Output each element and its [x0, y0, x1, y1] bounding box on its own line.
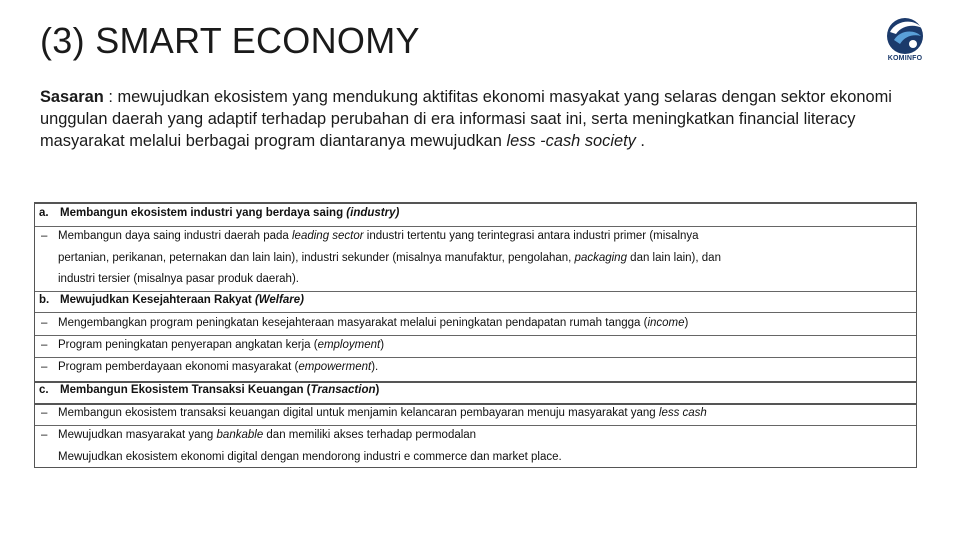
kominfo-logo	[880, 14, 930, 66]
text: ).	[371, 361, 379, 373]
kominfo-logo-icon	[880, 14, 930, 58]
section-c-title-em: Transaction	[310, 384, 376, 396]
intro-emphasis: less -cash society	[506, 132, 636, 150]
section-c-marker: c.	[39, 384, 49, 396]
text: Program peningkatan penyerapan angkatan kerja (	[58, 339, 318, 351]
divider	[35, 312, 916, 313]
intro-text-b: .	[635, 132, 645, 150]
intro-label: Sasaran	[40, 88, 104, 106]
text: Mewujudkan masyarakat yang	[58, 429, 217, 441]
text-em: bankable	[216, 429, 264, 441]
divider	[35, 291, 916, 292]
divider	[35, 335, 916, 336]
section-c-title: Membangun Ekosistem Transaksi Keuangan (	[60, 384, 311, 396]
logo-label: KOMINFO	[887, 55, 923, 62]
dash-bullet: –	[41, 339, 48, 351]
text: )	[380, 339, 385, 351]
text-em: less cash	[658, 407, 707, 419]
text: Program pemberdayaan ekonomi masyarakat (	[58, 361, 299, 373]
section-a-marker: a.	[39, 207, 49, 219]
section-b-title: Mewujudkan Kesejahteraan Rakyat	[60, 294, 255, 306]
divider	[35, 357, 916, 358]
text: Membangun daya saing industri daerah pada	[58, 230, 292, 242]
section-a-title-em: (industry)	[346, 207, 400, 219]
text-em: leading sector	[292, 230, 364, 242]
text: Mengembangkan program peningkatan kesejahteraan masyarakat melalui peningkatan pendapatan rumah tangga (	[58, 317, 648, 329]
text-em: empowerment	[298, 361, 372, 373]
dash-bullet: –	[41, 230, 48, 242]
section-c-title-close: )	[375, 384, 380, 396]
dash-bullet: –	[41, 429, 48, 441]
divider	[35, 425, 916, 426]
text: Mewujudkan ekosistem ekonomi digital dengan mendorong industri e commerce dan market place.	[58, 451, 562, 463]
intro-paragraph	[40, 86, 920, 152]
page-title: (3) SMART ECONOMY	[40, 20, 420, 61]
intro-text-a: : mewujudkan ekosistem yang mendukung aktifitas ekonomi masyakat yang selaras dengan sektor ekonomi unggulan daerah yang adaptif terhadap perubahan di era informasi saat ini, serta meningkatkan financial literacy masyarakat melalui berbagai program diantaranya mewujudkan	[40, 88, 892, 150]
section-b-title-em: (Welfare)	[254, 294, 304, 306]
section-b-marker: b.	[39, 294, 50, 306]
dash-bullet: –	[41, 407, 48, 419]
text-em: income	[647, 317, 685, 329]
divider	[35, 381, 916, 383]
text: industri tersier (misalnya pasar produk daerah).	[58, 273, 299, 285]
divider	[35, 226, 916, 227]
dash-bullet: –	[41, 317, 48, 329]
text-em: employment	[317, 339, 381, 351]
text: dan memiliki akses terhadap permodalan	[263, 429, 477, 441]
text: pertanian, perikanan, peternakan dan lain lain), industri sekunder (misalnya manufaktur, pengolahan,	[58, 252, 575, 264]
divider	[35, 403, 916, 405]
dash-bullet: –	[41, 361, 48, 373]
program-table	[34, 202, 917, 468]
text: Membangun ekosistem transaksi keuangan digital untuk menjamin kelancaran pembayaran menuju masyarakat yang	[58, 407, 659, 419]
text: )	[684, 317, 689, 329]
text-em: packaging	[574, 252, 627, 264]
section-a-title: Membangun ekosistem industri yang berdaya saing	[60, 207, 347, 219]
text: industri tertentu yang terintegrasi antara industri primer (misalnya	[363, 230, 699, 242]
text: dan lain lain), dan	[626, 252, 721, 264]
